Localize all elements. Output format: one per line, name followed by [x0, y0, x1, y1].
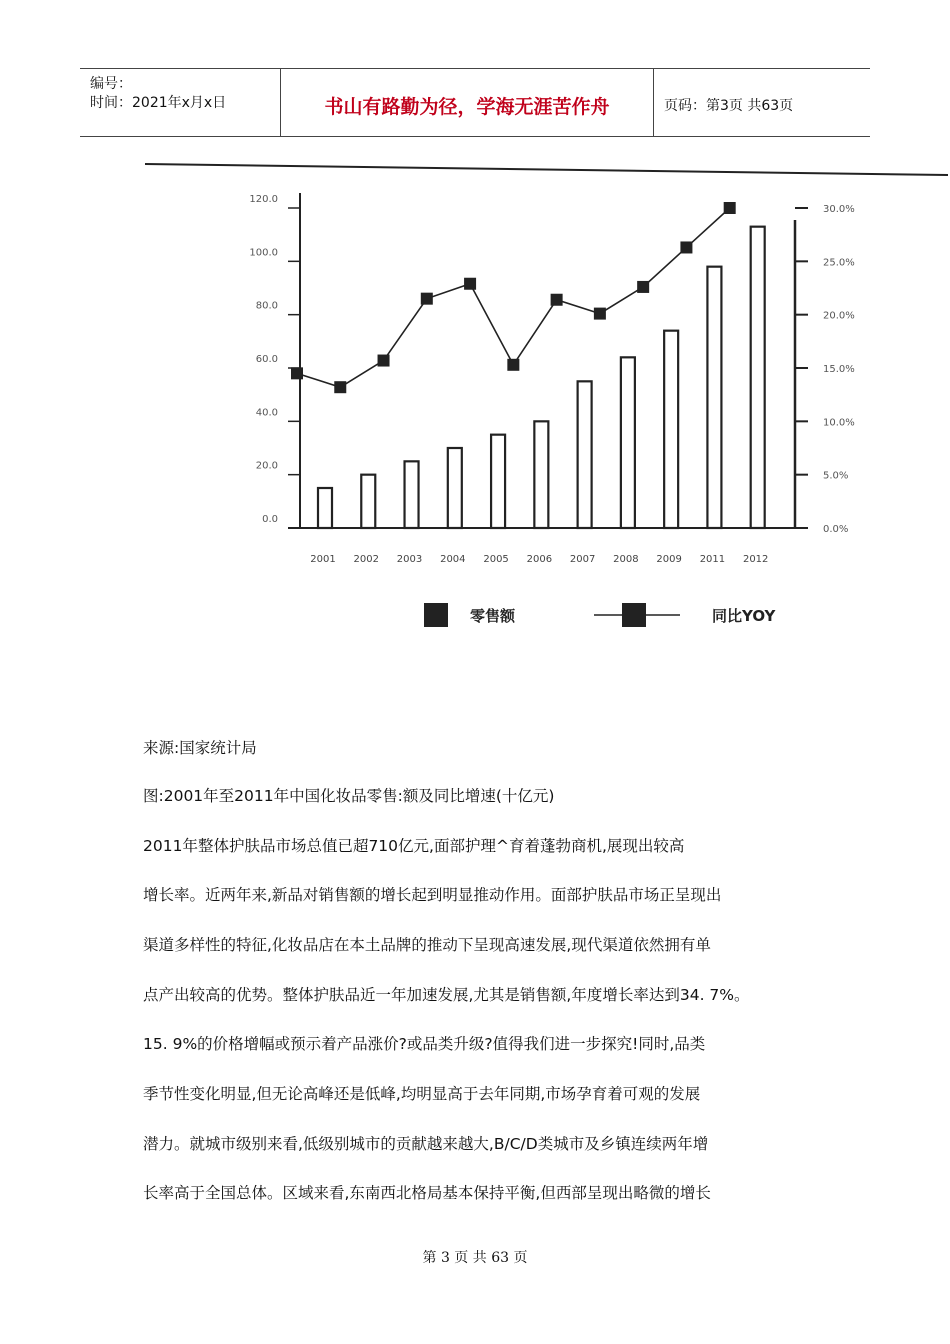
bar-retail	[491, 435, 505, 528]
left-tick-label: 80.0	[255, 300, 278, 312]
bar-retail	[534, 421, 548, 528]
legend-swatch-yoy	[622, 603, 646, 627]
paragraph-line: 点产出较高的优势。整体护肤品近一年加速发展,尤其是销售额,年度增长率达到34. 7%。	[143, 986, 750, 1004]
bar-retail	[361, 475, 375, 528]
legend-label-yoy: 同比YOY	[712, 607, 776, 625]
bar-retail	[578, 381, 592, 528]
point-yoy	[291, 367, 303, 379]
number-label: 编号：	[90, 76, 132, 92]
paragraph-line: 长率高于全国总体。区域来看,东南西北格局基本保持平衡,但西部呈现出略微的增长	[143, 1184, 711, 1202]
bar-retail	[621, 357, 635, 528]
left-tick-label: 40.0	[255, 407, 278, 419]
point-yoy	[378, 355, 390, 367]
point-yoy	[680, 241, 692, 253]
left-tick-label: 100.0	[249, 247, 278, 259]
header-center-cell	[280, 69, 654, 136]
header-motto: 书山有路勤为径，学海无涯苦作舟	[324, 96, 610, 118]
right-tick-label: 0.0%	[823, 524, 849, 535]
x-tick-label: 2011	[699, 554, 726, 565]
point-yoy	[637, 281, 649, 293]
source-note: 来源:国家统计局	[143, 739, 257, 757]
point-yoy	[724, 202, 736, 214]
x-tick-label: 2005	[483, 554, 509, 565]
x-tick-label: 2002	[353, 554, 379, 565]
x-tick-label: 2001	[310, 554, 336, 565]
header-left-cell	[80, 69, 280, 136]
left-tick-label: 0.0	[262, 514, 278, 525]
point-yoy	[421, 293, 433, 305]
chart-figure	[140, 148, 950, 648]
paragraph-line: 渠道多样性的特征,化妆品店在本土品牌的推动下呈现高速发展,现代渠道依然拥有单	[143, 936, 711, 954]
page-footer: 第 3 页 共 63 页	[422, 1250, 528, 1266]
point-yoy	[594, 308, 606, 320]
left-tick-label: 120.0	[249, 194, 278, 205]
bar-retail	[664, 331, 678, 528]
x-tick-label: 2009	[656, 554, 682, 565]
x-tick-label: 2006	[526, 554, 553, 565]
x-tick-label: 2003	[396, 554, 423, 565]
right-tick-label: 20.0%	[823, 310, 855, 322]
paragraph-line: 15. 9%的价格增幅或预示着产品涨价?或品类升级?值得我们进一步探究!同时,品类	[143, 1035, 706, 1053]
header-right-cell	[654, 69, 870, 136]
scan-top-rule	[145, 164, 948, 175]
header-page-label: 页码：第3页 共63页	[664, 98, 794, 114]
paragraph-line: 季节性变化明显,但无论高峰还是低峰,均明显高于去年同期,市场孕育着可观的发展	[143, 1085, 701, 1103]
page-header	[80, 68, 870, 137]
time-label: 时间：2021年x月x日	[90, 95, 227, 111]
legend-label-retail: 零售额	[470, 607, 516, 625]
paragraph-line: 潜力。就城市级别来看,低级别城市的贡献越来越大,B/C/D类城市及乡镇连续两年增	[143, 1135, 709, 1153]
x-tick-label: 2007	[569, 554, 596, 565]
right-tick-label: 15.0%	[823, 364, 855, 375]
bar-retail	[751, 227, 765, 528]
bar-retail	[405, 461, 419, 528]
bar-retail	[707, 267, 721, 528]
x-tick-label: 2012	[742, 554, 769, 565]
right-tick-label: 25.0%	[823, 257, 855, 269]
figure-caption: 图:2001年至2011年中国化妆品零售:额及同比增速(十亿元)	[143, 787, 555, 805]
bar-retail	[448, 448, 462, 528]
right-tick-label: 5.0%	[823, 470, 849, 482]
paragraph-line: 增长率。近两年来,新品对销售额的增长起到明显推动作用。面部护肤品市场正呈现出	[143, 886, 722, 904]
point-yoy	[464, 278, 476, 290]
right-tick-label: 30.0%	[823, 204, 855, 215]
left-tick-label: 20.0	[255, 460, 278, 472]
retail-chart	[140, 148, 950, 648]
point-yoy	[507, 359, 519, 371]
bar-retail	[318, 488, 332, 528]
paragraph-line: 2011年整体护肤品市场总值已超710亿元,面部护理^育着蓬勃商机,展现出较高	[143, 837, 685, 855]
point-yoy	[334, 381, 346, 393]
x-tick-label: 2004	[440, 554, 466, 565]
x-tick-label: 2008	[613, 554, 639, 565]
right-tick-label: 10.0%	[823, 417, 855, 429]
left-tick-label: 60.0	[255, 354, 278, 365]
point-yoy	[551, 294, 563, 306]
legend-swatch-bar	[424, 603, 448, 627]
